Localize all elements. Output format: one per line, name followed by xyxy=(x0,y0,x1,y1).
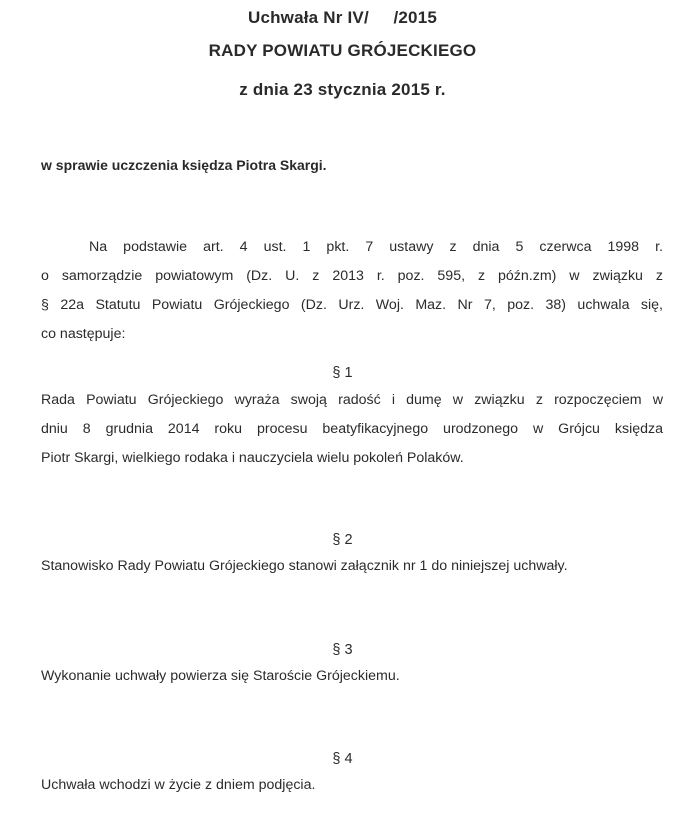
section-mark-2: § 2 xyxy=(332,532,353,548)
section-1-line: Rada Powiatu Grójeckiego wyraża swoją radość i dumę w związku z rozpoczęciem w xyxy=(41,392,663,408)
section-1-line: dniu 8 grudnia 2014 roku procesu beatyfikacyjnego urodzonego w Grójcu księdza xyxy=(41,421,663,437)
legal-basis-paragraph xyxy=(41,233,663,349)
section-mark-4: § 4 xyxy=(332,751,353,767)
legal-basis-line: § 22a Statutu Powiatu Grójeckiego (Dz. Urz. Woj. Maz. Nr 7, poz. 38) uchwala się, xyxy=(41,297,663,313)
section-4-text: Uchwała wchodzi w życie z dniem podjęcia. xyxy=(41,777,316,793)
section-mark-3: § 3 xyxy=(332,642,353,658)
resolution-number: Uchwała Nr IV/ /2015 xyxy=(247,8,438,27)
section-2-text: Stanowisko Rady Powiatu Grójeckiego stanowi załącznik nr 1 do niniejszej uchwały. xyxy=(41,558,568,574)
resolution-subject: w sprawie uczczenia księdza Piotra Skargi. xyxy=(41,157,327,173)
legal-basis-line: o samorządzie powiatowym (Dz. U. z 2013 r. poz. 595, z późn.zm) w związku z xyxy=(41,268,663,284)
section-1-line: Piotr Skargi, wielkiego rodaka i nauczyciela wielu pokoleń Polaków. xyxy=(41,450,464,466)
council-name: RADY POWIATU GRÓJECKIEGO xyxy=(208,41,477,60)
legal-basis-line: Na podstawie art. 4 ust. 1 pkt. 7 ustawy z dnia 5 czerwca 1998 r. xyxy=(89,239,663,255)
section-3-text: Wykonanie uchwały powierza się Staroście Grójeckiemu. xyxy=(41,668,400,684)
section-1-paragraph xyxy=(41,386,663,473)
section-mark-1: § 1 xyxy=(332,365,353,381)
resolution-date: z dnia 23 stycznia 2015 r. xyxy=(239,80,446,99)
legal-basis-line: co następuje: xyxy=(41,326,126,342)
